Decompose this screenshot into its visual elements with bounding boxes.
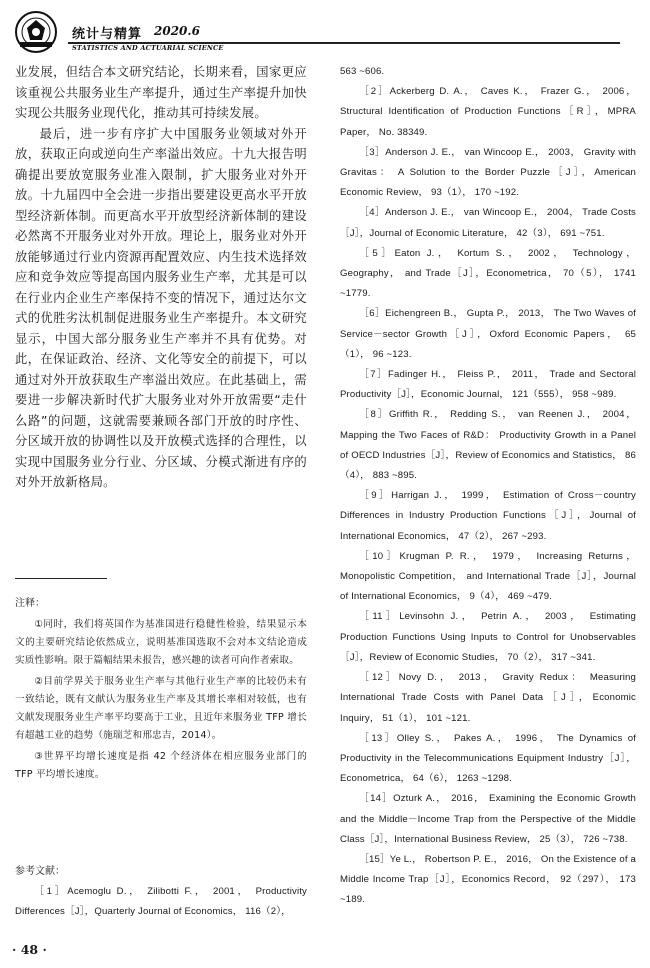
issue-number: 2020.6 [154, 24, 200, 38]
body-paragraph: 最后，进一步有序扩大中国服务业领域对外开放，获取正向或逆向生产率溢出效应。十九大报告明确提出要放宽服务业准入限制，扩大服务业对外开放。十九届四中全会进一步指出要建设更高水平开放型经济新体制。而更高水平开放型经济新体制的建设必然离不开服务业对外开放。理论上，服务业对外开放能够通过行业内资源再配置效应、内生技术选择效应和竞争效应等提高国内服务业生产率，尤其是可以在行业内企业生产率保持不变的情况下，通过达尔文式的优胜劣汰机制促进服务业生产率提升。本文研究显示，中国大部分服务业生产率并不具有优势。对此，在保证政治、经济、文化等安全的前提下，可以通过对外开放获取生产率溢出效应。在此基础上，需要进一步解决新时代扩大服务业对外开放需要“走什么路”的问题，这就需要兼顾各部门开放的时序性、分区域开放的协调性以及开放模式选择的合理性，以实现中国服务业分行业、分区域、分模式渐进有序的对外开放新格局。 [15, 126, 307, 489]
journal-english-title: STATISTICS AND ACTUARIAL SCIENCE [72, 44, 224, 52]
reference-item: ［12］Novy D.， 2013， Gravity Redux： Measuring International Trade Costs with Panel Data［J］，Economic Inquiry， 51（1）， 101 ~121. [340, 672, 636, 724]
references-left [15, 882, 307, 922]
reference-item: ［14］Ozturk A.， 2016， Examining the Economic Growth and the Middle－Income Trap from the Perspective of the Middle Class［J］，International Business Review， 25（3）， 726 ~738. [340, 793, 636, 845]
reference-item: ［6］Eichengreen B.， Gupta P.， 2013， The Two Waves of Service－sector Growth［J］，Oxford Economic Papers， 65（1）， 96 ~123. [340, 308, 636, 360]
left-column [15, 62, 307, 493]
reference-item: 563 ~606. [340, 66, 385, 77]
reference-item: ［13］Olley S.， Pakes A.， 1996， The Dynamics of Productivity in the Telecommunications Equipment Industry［J］，Econometrica， 64（6）， 1263 ~1298. [340, 732, 636, 785]
page-header [14, 8, 634, 58]
reference-item: ［15］Ye L.， Robertson P. E.， 2016， On the Existence of a Middle Income Trap［J］，Economics Record， 92（297）， 173 ~189. [340, 853, 636, 906]
journal-title: 统计与精算 [72, 27, 143, 42]
body-paragraph: 业发展，但结合本文研究结论，长期来看，国家更应该重视公共服务业生产率提升，通过生产率提升加快实现公共服务业现代化，推动其可持续发展。 [15, 65, 307, 120]
notes-heading: 注释： [15, 598, 45, 609]
reference-item: ［10］Krugman P. R.， 1979， Increasing Returns， Monopolistic Competition， and International Trade［J］，Journal of International Economics， 9（4）， 469 ~479. [340, 550, 636, 603]
reference-item: ［1］Acemoglu D.， Zilibotti F.， 2001， Productivity Differences［J］，Quarterly Journal of Economics， 116（2）， [15, 886, 307, 918]
footnotes [15, 596, 307, 787]
reference-item: ［3］Anderson J. E.， van Wincoop E.， 2003， Gravity with Gravitas： A Solution to the Border Puzzle［J］，American Economic Review， 93（1）， 170 ~192. [340, 146, 636, 199]
journal-logo-icon [14, 10, 58, 54]
references-right [340, 62, 636, 911]
footnote-item: ②目前学界关于服务业生产率与其他行业生产率的比较仍未有一致结论，既有文献认为服务业生产率及其增长率相对较低，也有文献发现服务业生产率平均要高于工业，且近年来服务业 TFP 增长有超越工业的趋势（施瑞芝和邢忠吉，2014）。 [15, 676, 307, 741]
footnote-rule [15, 578, 107, 579]
reference-item: ［8］Griffith R.， Redding S.， van Reenen J.， 2004， Mapping the Two Faces of R&D： Productivity Growth in a Panel of OECD Industries［J］，Review of Economics and Statistics， 86（4）， 883 ~895. [340, 409, 636, 482]
reference-item: ［2］Ackerberg D. A.， Caves K.， Frazer G.， 2006， Structural Identification of Production Functions［R］，MPRA Paper， No. 38349. [340, 86, 636, 138]
reference-item: ［4］Anderson J. E.， van Wincoop E.， 2004， Trade Costs［J］，Journal of Economic Literature， 42（3）， 691 ~751. [340, 207, 636, 239]
reference-item: ［5］Eaton J.， Kortum S.， 2002， Technology， Geography， and Trade［J］，Econometrica， 70（5）， 1741 ~1779. [340, 247, 636, 300]
reference-item: ［11］Levinsohn J.， Petrin A.， 2003， Estimating Production Functions Using Inputs to Control for Unobservables［J］，Review of Economic Studies， 70（2）， 317 ~341. [340, 611, 636, 663]
reference-item: ［7］Fadinger H.， Fleiss P.， 2011， Trade and Sectoral Productivity［J］，Economic Journal， 121（555）， 958 ~989. [340, 369, 636, 401]
page-number: · 48 · [12, 942, 47, 957]
references-heading: 参考文献： [15, 866, 65, 877]
footnote-item: ③世界平均增长速度是指 42 个经济体在相应服务业部门的 TFP 平均增长速度。 [15, 751, 307, 780]
footnote-item: ①同时，我们将英国作为基准国进行稳健性检验，结果显示本文的主要研究结论依然成立，说明基准国选取不会对本文结论造成实质性影响。限于篇幅结果未报告，感兴趣的读者可向作者索取。 [15, 619, 307, 666]
reference-item: ［9］Harrigan J.， 1999， Estimation of Cross－country Differences in Industry Production Functions［J］，Journal of International Economics， 47（2）， 267 ~293. [340, 490, 636, 542]
